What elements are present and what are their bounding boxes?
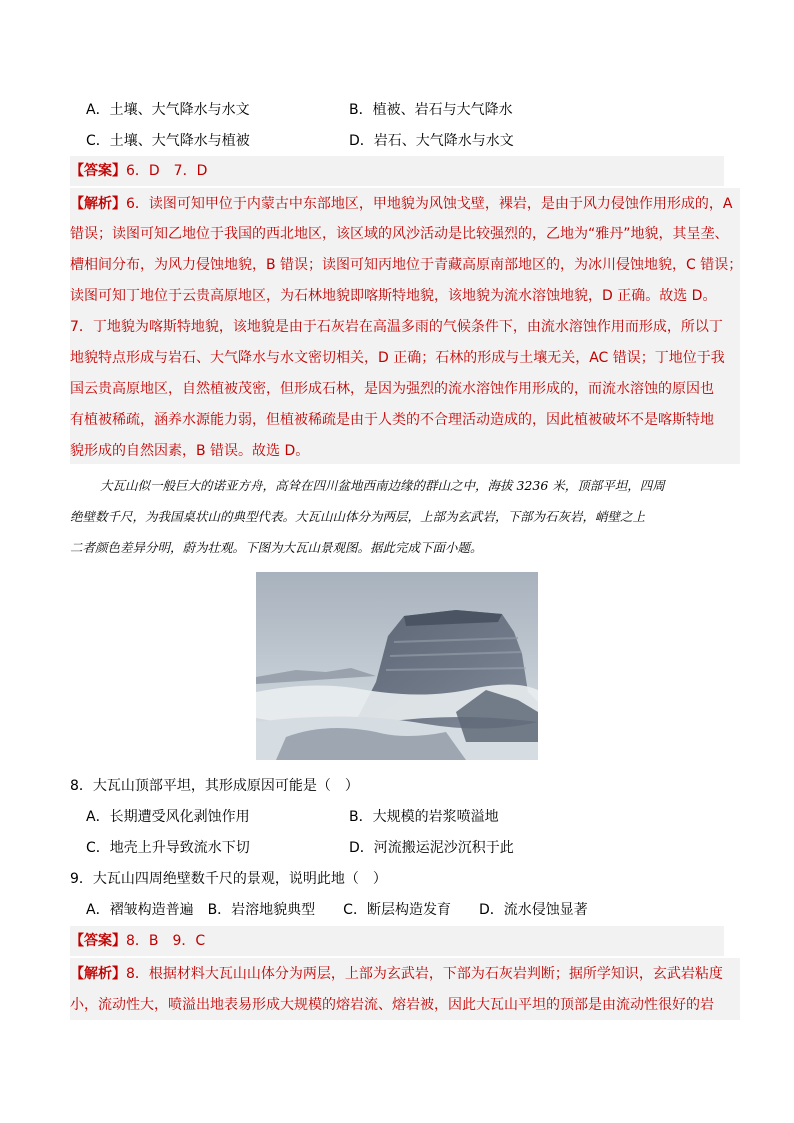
analysis-line: 地貌特点形成与岩石、大气降水与水文密切相关，D 正确；石林的形成与土壤无关，AC 错误；丁地位于我	[70, 350, 725, 366]
analysis-line: 国云贵高原地区，自然植被茂密，但形成石林，是因为强烈的流水溶蚀作用形成的，而流水溶蚀的原因也	[70, 381, 714, 397]
answer-text: 8．B 9．C	[126, 933, 206, 949]
analysis-tag: 【解析】	[70, 966, 126, 982]
answer-block-1	[70, 156, 724, 186]
option-b: B．植被、岩石与大气降水	[349, 102, 513, 118]
question-9-stem: 9．大瓦山四周绝壁数千尺的景观，说明此地（ ）	[70, 871, 387, 887]
analysis-line: 读图可知丁地位于云贵高原地区，为石林地貌即喀斯特地貌，该地貌为流水溶蚀地貌，D 正确。故选 D。	[70, 288, 717, 304]
answer-tag: 【答案】	[70, 933, 126, 949]
q8-option-d: D．河流搬运泥沙沉积于此	[349, 840, 514, 856]
analysis-line: 7．丁地貌为喀斯特地貌，该地貌是由于石灰岩在高温多雨的气候条件下，由流水溶蚀作用而形成，所以丁	[70, 319, 723, 335]
analysis-line: 【解析】8．根据材料大瓦山山体分为两层，上部为玄武岩，下部为石灰岩判断；据所学知识，玄武岩粘度	[70, 966, 723, 982]
option-d: D．岩石、大气降水与水文	[349, 133, 514, 149]
q8-option-c: C．地壳上升导致流水下切	[86, 840, 250, 856]
answer-block-2	[70, 926, 724, 956]
answer-text: 6．D 7．D	[126, 163, 208, 179]
q9-options: A．褶皱构造普遍 B．岩溶地貌典型 C．断层构造发育 D．流水侵蚀显著	[86, 902, 588, 918]
q8-option-b: B．大规模的岩浆喷溢地	[349, 809, 499, 825]
option-a: A．土壤、大气降水与水文	[86, 102, 250, 118]
analysis-tag: 【解析】	[70, 196, 126, 212]
question-8-stem: 8．大瓦山顶部平坦，其形成原因可能是（ ）	[70, 778, 359, 794]
analysis-line: 有植被稀疏，涵养水源能力弱，但植被稀疏是由于人类的不合理活动造成的，因此植被破坏不是喀斯特地	[70, 412, 714, 428]
intro-line: 二者颜色差异分明，蔚为壮观。下图为大瓦山景观图。据此完成下面小题。	[70, 540, 483, 555]
analysis-line: 小，流动性大，喷溢出地表易形成大规模的熔岩流、熔岩被，因此大瓦山平坦的顶部是由流动性很好的岩	[70, 997, 714, 1013]
answer-tag: 【答案】	[70, 163, 126, 179]
analysis-line: 【解析】6．读图可知甲位于内蒙古中东部地区，甲地貌为风蚀戈壁，裸岩，是由于风力侵蚀作用形成的，A	[70, 196, 733, 212]
analysis-line: 貌形成的自然因素，B 错误。故选 D。	[70, 443, 310, 459]
intro-line: 绝壁数千尺，为我国桌状山的典型代表。大瓦山山体分为两层，上部为玄武岩，下部为石灰岩，峭壁之上	[70, 509, 646, 524]
intro-line: 大瓦山似一般巨大的诺亚方舟，高耸在四川盆地西南边缘的群山之中，海拔 3236 米，顶部平坦，四周	[100, 478, 665, 493]
q8-option-a: A．长期遭受风化剥蚀作用	[86, 809, 250, 825]
mountain-image	[256, 572, 538, 760]
analysis-line: 槽相间分布，为风力侵蚀地貌，B 错误；读图可知丙地位于青藏高原南部地区的，为冰川侵蚀地貌，C 错误；	[70, 257, 743, 273]
option-c: C．土壤、大气降水与植被	[86, 133, 250, 149]
analysis-line: 错误；读图可知乙地位于我国的西北地区，该区域的风沙活动是比较强烈的，乙地为“雅丹”地貌，其呈垄、	[70, 226, 729, 242]
mountain-photo	[256, 572, 538, 760]
